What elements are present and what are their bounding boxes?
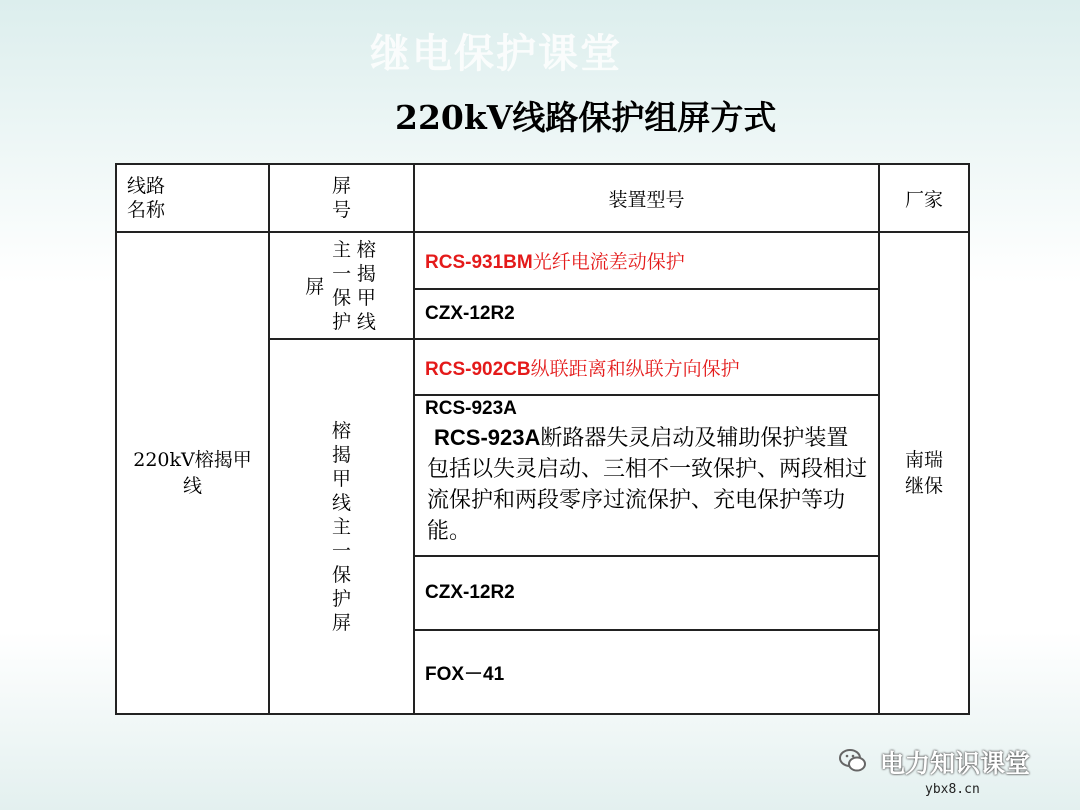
footer-url: ybx8.cn	[925, 782, 980, 797]
screen1-cell	[269, 232, 414, 339]
screen2-label: 榕揭甲线主一保护屏	[331, 419, 351, 634]
header-screen-no: 屏号	[269, 164, 414, 232]
wechat-icon	[838, 746, 868, 776]
table-row	[116, 232, 969, 289]
footer-brand: 电力知识课堂	[880, 749, 1031, 778]
header-manufacturer: 厂家	[879, 164, 969, 232]
watermark-title: 继电保护课堂	[370, 31, 622, 77]
model-cell: CZX-12R2	[414, 556, 879, 630]
model-description: RCS-923A断路器失灵启动及辅助保护装置包括以失灵启动、三相不一致保护、两段相过流保护和两段零序过流保护、充电保护等功能。	[427, 425, 868, 544]
page-title: 220kV线路保护组屏方式	[395, 98, 777, 137]
model-desc: 纵联距离和纵联方向保护	[530, 357, 740, 380]
line-name-cell: 220kV榕揭甲线	[116, 232, 269, 714]
model-code: RCS-931BM	[425, 252, 533, 273]
manufacturer-cell: 南瑞继保	[879, 232, 969, 714]
model-code: RCS-923A	[425, 398, 517, 419]
screen1-col1: 主一保护	[332, 238, 352, 333]
table-header-row	[116, 164, 969, 232]
model-cell: CZX-12R2	[414, 289, 879, 339]
model-code: RCS-902CB	[425, 358, 531, 380]
screen1-label: 屏	[305, 276, 325, 298]
model-cell: FOX－41	[414, 630, 879, 714]
model-cell	[414, 395, 879, 556]
model-cell	[414, 232, 879, 289]
model-cell	[414, 339, 879, 395]
screen2-cell	[269, 339, 414, 714]
model-desc: 光纤电流差动保护	[532, 251, 685, 273]
header-device-model: 装置型号	[414, 164, 879, 232]
header-line-name: 线路名称	[116, 164, 269, 232]
protection-table	[115, 163, 970, 715]
screen1-col2: 榕揭甲线	[356, 238, 376, 333]
